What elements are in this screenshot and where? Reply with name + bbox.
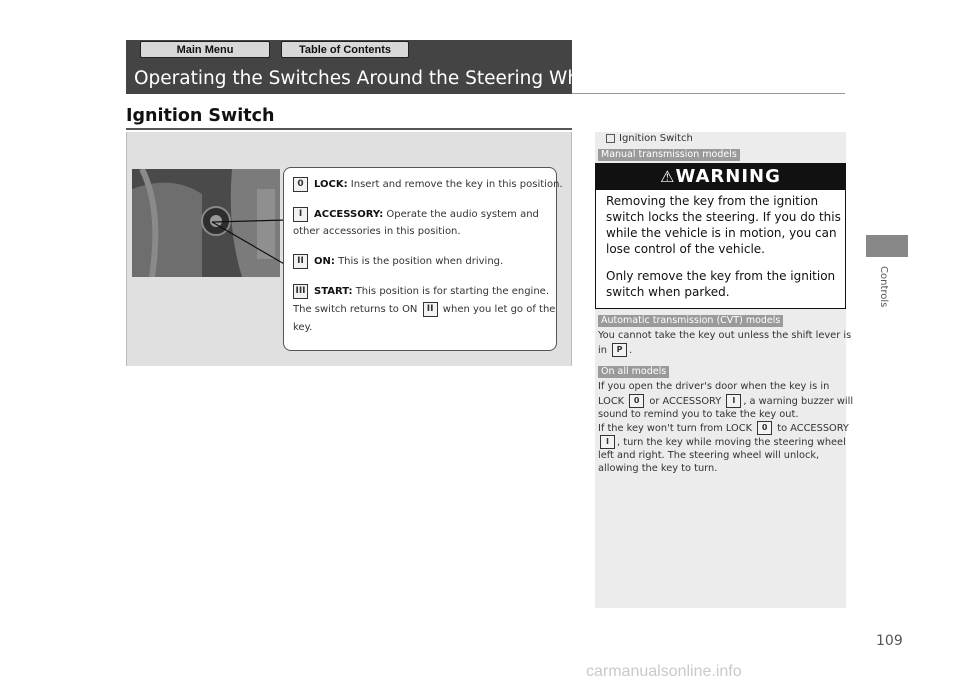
accessory-keycap: I	[293, 207, 308, 222]
on-keycap: II	[293, 254, 308, 269]
accessory-position-line: I ACCESSORY: Operate the audio system and	[293, 206, 539, 223]
warning-line-6: switch when parked.	[606, 285, 730, 299]
cvt-text-line-1: You cannot take the key out unless the shift lever is	[598, 330, 852, 341]
warning-line-4: lose control of the vehicle.	[606, 242, 765, 256]
accessory-position-line-2: other accessories in this position.	[293, 226, 461, 237]
lock-keycap: 0	[293, 177, 308, 192]
warning-title-bar: ⚠WARNING	[596, 164, 845, 190]
start-position-line: III START: This position is for starting the engine.	[293, 283, 549, 300]
section-title: Operating the Switches Around the Steering Wheel	[134, 68, 607, 89]
lock-keycap-note: 0	[629, 394, 644, 408]
warning-line-1: Removing the key from the ignition	[606, 194, 819, 208]
page-heading: Ignition Switch	[126, 106, 275, 126]
all-text-line-5: I , turn the key while moving the steering wheel	[598, 435, 846, 450]
warning-triangle-icon: ⚠	[660, 167, 676, 186]
cvt-text-line-2: in P .	[598, 345, 633, 356]
on-position-line: II ON: This is the position when driving.	[293, 253, 503, 270]
warning-line-3: while the vehicle is in motion, you can	[606, 226, 837, 240]
start-keycap: III	[293, 284, 308, 299]
all-text-line-4: If the key won't turn from LOCK 0 to ACCESSORY	[598, 423, 849, 434]
accessory-keycap-note: I	[726, 394, 741, 408]
header-rule	[572, 93, 845, 94]
park-keycap: P	[612, 343, 627, 357]
tag-all-models: On all models	[598, 366, 669, 378]
tag-cvt: Automatic transmission (CVT) models	[598, 315, 783, 327]
note-marker-icon	[606, 134, 615, 143]
callout-pointer	[210, 210, 290, 270]
side-note-title: Ignition Switch	[606, 133, 693, 144]
accessory-keycap-note-2: I	[600, 435, 615, 449]
main-menu-button[interactable]: Main Menu	[140, 41, 270, 58]
warning-line-5: Only remove the key from the ignition	[606, 269, 836, 283]
watermark-text: carmanualsonline.info	[586, 663, 742, 680]
all-text-line-6: left and right. The steering wheel will unlock,	[598, 450, 820, 461]
all-text-line-3: sound to remind you to take the key out.	[598, 409, 799, 420]
return-line: The switch returns to ON II when you let go of the	[293, 303, 556, 315]
tag-manual-transmission: Manual transmission models	[598, 149, 740, 161]
return-line-2: key.	[293, 322, 313, 333]
all-text-line-1: If you open the driver's door when the key is in	[598, 381, 830, 392]
lock-position-line: 0 LOCK: Insert and remove the key in this position.	[293, 176, 563, 193]
chapter-tab-label: Controls	[878, 266, 889, 308]
page-number: 109	[876, 633, 903, 649]
on-keycap-inline: II	[423, 302, 438, 317]
warning-line-2: switch locks the steering. If you do this	[606, 210, 841, 224]
lock-keycap-note-2: 0	[757, 421, 772, 435]
all-text-line-2: LOCK 0 or ACCESSORY I , a warning buzzer will	[598, 396, 854, 407]
table-of-contents-button[interactable]: Table of Contents	[281, 41, 409, 58]
chapter-tab	[866, 235, 908, 257]
all-text-line-7: allowing the key to turn.	[598, 463, 718, 474]
heading-rule	[126, 128, 572, 130]
